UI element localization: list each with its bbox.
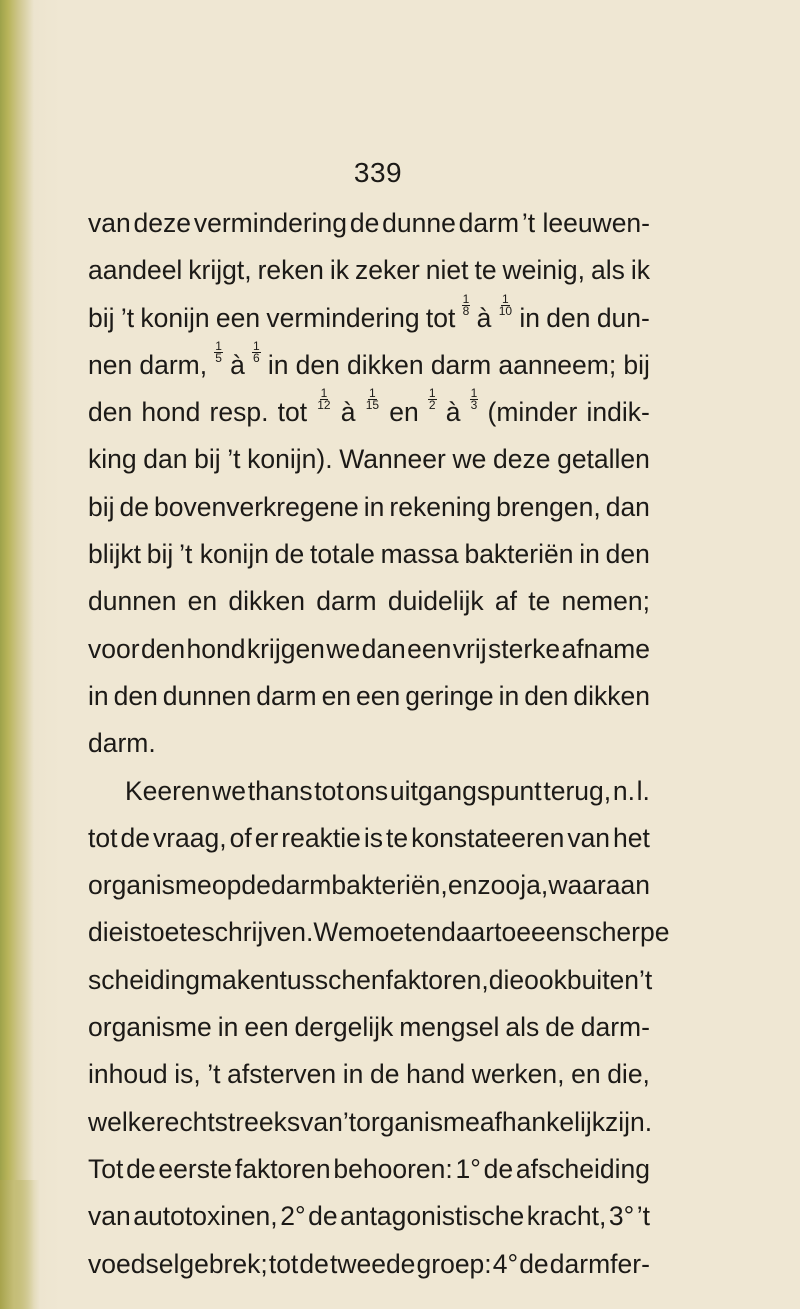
word: hond — [141, 397, 201, 428]
word: à — [476, 302, 492, 333]
word: à — [445, 397, 461, 428]
word: den — [524, 680, 569, 711]
word: dunne — [382, 208, 456, 238]
fraction — [462, 291, 471, 341]
word: in — [88, 680, 109, 711]
word: niet — [425, 255, 469, 286]
word: krijgen — [246, 633, 325, 664]
word: maken — [199, 964, 280, 995]
word: ’t — [120, 302, 135, 333]
word: groep: — [416, 1248, 492, 1279]
text-line — [88, 531, 650, 578]
word: eerste — [158, 1153, 233, 1184]
word: darm. — [88, 728, 156, 759]
fraction-denominator: 8 — [462, 303, 470, 318]
word: uitgangspunt — [389, 775, 542, 806]
word: konstateeren — [411, 822, 565, 853]
word: in — [579, 539, 600, 570]
word: organisme — [356, 1106, 480, 1137]
word: vermindering — [266, 302, 420, 333]
text-line — [88, 909, 670, 956]
fraction-denominator: 3 — [470, 398, 478, 413]
word: dikken — [573, 680, 650, 711]
word: brengen, — [496, 491, 601, 522]
text-line — [88, 484, 650, 531]
word: ja, — [520, 870, 549, 901]
word: dan — [143, 444, 188, 475]
word: weinig, — [502, 255, 586, 286]
word: sterke — [488, 633, 561, 664]
word: inhoud — [88, 1059, 168, 1090]
word: behooren: — [333, 1153, 453, 1184]
word: bij — [88, 491, 115, 522]
word: tot — [88, 822, 118, 853]
text-line — [88, 1146, 650, 1193]
word: in — [498, 680, 520, 711]
word: zeker — [354, 255, 420, 286]
word: ’t — [639, 964, 653, 995]
word: de — [126, 1153, 156, 1184]
word: de — [545, 1012, 575, 1043]
word: in — [217, 1012, 239, 1043]
word: ik — [630, 255, 650, 286]
word: duidelijk — [387, 586, 484, 617]
text-line — [88, 291, 650, 342]
text-line — [88, 436, 650, 483]
word: darmbakteriën, — [270, 870, 448, 901]
word: scheiding — [88, 964, 200, 995]
word: darmfer- — [549, 1248, 650, 1279]
word: is — [123, 917, 143, 948]
word: te — [528, 586, 551, 617]
word: en — [447, 870, 478, 901]
word: vrij — [452, 633, 487, 664]
word: het — [613, 822, 650, 853]
word: die — [488, 964, 525, 995]
fraction-denominator: 2 — [428, 398, 436, 413]
word: dan — [605, 491, 650, 522]
word: bakteriën — [464, 539, 574, 570]
word: ’t — [207, 1059, 221, 1090]
word: die, — [607, 1059, 650, 1090]
word: reaktie — [281, 822, 361, 853]
word: Keeren — [125, 775, 211, 806]
word: van — [88, 1201, 131, 1232]
word: konijn — [140, 302, 210, 333]
word: dun- — [596, 302, 650, 333]
word: een — [356, 680, 401, 711]
word: we — [326, 633, 361, 664]
word: den — [140, 633, 186, 664]
word: Wanneer — [339, 444, 446, 475]
word: dunnen — [162, 680, 252, 711]
word: vermindering — [193, 208, 348, 238]
word: waaraan — [548, 870, 650, 901]
word: tot — [314, 775, 344, 806]
word: darm — [256, 680, 317, 711]
word: er — [254, 822, 279, 853]
word: l. — [636, 775, 650, 806]
word: een — [530, 917, 576, 948]
word: 3° — [608, 1201, 635, 1232]
word: zijn. — [605, 1106, 653, 1137]
word: darm — [430, 349, 492, 380]
word: darm, — [139, 349, 208, 380]
fraction — [316, 388, 331, 435]
word: ’t — [636, 1201, 650, 1232]
word: schrijven. — [201, 917, 314, 948]
word: kracht, — [526, 1201, 607, 1232]
word: te — [385, 822, 409, 853]
word: dunnen — [88, 586, 177, 617]
word: de — [241, 870, 271, 901]
word: afsterven — [227, 1059, 337, 1090]
word: ’t — [342, 1106, 357, 1137]
word: deze — [133, 208, 192, 238]
word: en — [571, 1059, 601, 1090]
word: en — [321, 680, 352, 711]
word: thans — [247, 775, 313, 806]
text-line — [88, 1241, 650, 1288]
word: een — [407, 633, 452, 664]
word: blijkt — [88, 539, 142, 570]
text-line — [88, 815, 650, 862]
word: de — [483, 1153, 514, 1184]
word: ik — [329, 255, 349, 286]
word: à — [230, 349, 245, 380]
word: afscheiding — [515, 1153, 650, 1184]
word: n. — [612, 775, 635, 806]
word: nemen; — [561, 586, 650, 617]
word: van — [88, 208, 131, 238]
word: tusschen — [279, 964, 386, 995]
text-line — [88, 720, 650, 767]
word: totale — [310, 539, 375, 570]
fraction — [428, 388, 437, 435]
word: werken, — [471, 1059, 565, 1090]
word: 1° — [455, 1153, 481, 1184]
word: den — [295, 349, 340, 380]
word: af — [494, 586, 517, 617]
word: als — [505, 1012, 540, 1043]
fraction-denominator: 5 — [215, 350, 222, 365]
word: een — [244, 1012, 289, 1043]
text-line — [88, 673, 650, 720]
word: reken — [257, 255, 324, 286]
word: en — [389, 397, 419, 428]
word: dikken — [228, 586, 305, 617]
word: We — [313, 917, 353, 948]
text-line — [88, 247, 650, 294]
word: hond — [186, 633, 246, 664]
word: (minder — [487, 397, 578, 428]
fraction-numerator: 1 — [253, 338, 260, 353]
word: in — [342, 1059, 364, 1090]
page-number: 339 — [353, 157, 403, 188]
word: of — [229, 822, 252, 853]
word: antagonistische — [340, 1201, 525, 1232]
word: getallen — [557, 444, 650, 475]
fraction-numerator: 1 — [320, 386, 328, 401]
word: dan — [361, 633, 406, 664]
word: rechtstreeks — [155, 1106, 301, 1137]
text-line — [88, 862, 650, 909]
word: ook — [524, 964, 567, 995]
word: moeten — [352, 917, 442, 948]
text-line — [88, 386, 650, 436]
word: toe — [142, 917, 180, 948]
fraction-numerator: 1 — [502, 291, 509, 306]
word: zoo — [477, 870, 521, 901]
body-text — [88, 200, 670, 1288]
word: te — [179, 917, 202, 948]
word: in — [363, 491, 385, 522]
word: konijn). — [247, 444, 333, 475]
word: den — [605, 539, 650, 570]
fraction — [214, 338, 223, 388]
word: op — [211, 870, 242, 901]
word: tot — [277, 397, 308, 428]
word: bij — [146, 539, 174, 570]
word: welke — [88, 1106, 156, 1137]
fraction — [252, 338, 261, 388]
word: den — [88, 397, 133, 428]
word: hand — [406, 1059, 466, 1090]
fraction — [365, 388, 380, 435]
word: resp. — [209, 397, 269, 428]
word: rekening — [389, 491, 492, 522]
word: dergelijk — [294, 1012, 394, 1043]
word: te — [474, 255, 497, 286]
fraction-denominator: 10 — [498, 303, 513, 318]
word: ’t — [227, 444, 241, 475]
word: organisme — [88, 1012, 212, 1043]
word: aanneem; — [498, 349, 617, 380]
word: king — [88, 444, 137, 475]
word: autotoxinen, — [133, 1201, 278, 1232]
word: den — [113, 680, 158, 711]
word: de — [349, 208, 380, 238]
text-line — [88, 200, 650, 247]
text-line — [88, 1099, 653, 1146]
word: en — [187, 586, 218, 617]
word: 2° — [280, 1201, 306, 1232]
word: aandeel — [88, 255, 183, 286]
text-line — [88, 1004, 650, 1051]
fraction — [470, 388, 479, 435]
word: we — [212, 775, 247, 806]
word: voedselgebrek; — [88, 1248, 268, 1279]
word: van — [567, 822, 611, 853]
word: een — [215, 302, 261, 333]
word: van — [300, 1106, 343, 1137]
text-line — [88, 957, 653, 1004]
word: terug, — [543, 775, 612, 806]
word: voor — [88, 633, 140, 664]
page-spine-shadow — [0, 0, 34, 1309]
word: als — [591, 255, 625, 286]
word: faktoren, — [385, 964, 489, 995]
word: tot — [425, 302, 456, 333]
fraction-numerator: 1 — [369, 386, 376, 401]
word: is — [363, 822, 383, 853]
text-line — [88, 626, 650, 673]
fraction-numerator: 1 — [470, 386, 478, 401]
fraction-denominator: 12 — [317, 398, 331, 413]
word: die — [88, 917, 124, 948]
word: à — [340, 397, 356, 428]
word: tot — [268, 1248, 299, 1279]
word: tweede — [329, 1248, 416, 1279]
word: de — [120, 822, 150, 853]
word: in — [267, 349, 289, 380]
word: den — [546, 302, 591, 333]
word: scherpe — [575, 917, 670, 948]
word: darm — [458, 208, 520, 238]
word: de — [274, 539, 305, 570]
word: afname — [561, 633, 650, 664]
word: ’t leeuwen- — [521, 208, 650, 238]
word: de — [119, 491, 149, 522]
fraction-numerator: 1 — [462, 291, 470, 306]
word: massa — [380, 539, 459, 570]
fraction-numerator: 1 — [215, 338, 222, 353]
word: vraag, — [152, 822, 227, 853]
fraction-denominator: 6 — [253, 350, 260, 365]
word: krijgt, — [188, 255, 252, 286]
text-line — [88, 1193, 650, 1240]
fraction-denominator: 15 — [365, 398, 380, 413]
text-line — [88, 1051, 650, 1098]
word: darm- — [580, 1012, 650, 1043]
word: nen — [88, 349, 133, 380]
word: ’t konijn — [179, 539, 269, 570]
word: ons — [345, 775, 389, 806]
text-line — [88, 768, 650, 815]
word: we — [452, 444, 487, 475]
word: de — [519, 1248, 549, 1279]
word: bij — [194, 444, 221, 475]
page-stain — [0, 1180, 40, 1309]
word: geringe — [405, 680, 494, 711]
word: 4° — [492, 1248, 519, 1279]
word: mengsel — [399, 1012, 500, 1043]
word: indik- — [586, 397, 650, 428]
word: deze — [492, 444, 551, 475]
word: de — [299, 1248, 329, 1279]
text-line — [88, 578, 650, 625]
fraction — [498, 291, 513, 341]
word: faktoren — [234, 1153, 331, 1184]
fraction-numerator: 1 — [428, 386, 436, 401]
word: afhankelijk — [479, 1106, 606, 1137]
word: buiten — [566, 964, 640, 995]
word: de — [308, 1201, 338, 1232]
word: darm — [316, 586, 377, 617]
word: bij — [623, 349, 650, 380]
word: Tot — [88, 1153, 124, 1184]
word: bij — [88, 302, 115, 333]
word: organisme — [88, 870, 212, 901]
word: in — [519, 302, 540, 333]
word: dikken — [347, 349, 424, 380]
text-line — [88, 338, 650, 389]
word: daartoe — [441, 917, 531, 948]
word: de — [370, 1059, 400, 1090]
word: is, — [174, 1059, 201, 1090]
word: bovenverkregene — [154, 491, 359, 522]
